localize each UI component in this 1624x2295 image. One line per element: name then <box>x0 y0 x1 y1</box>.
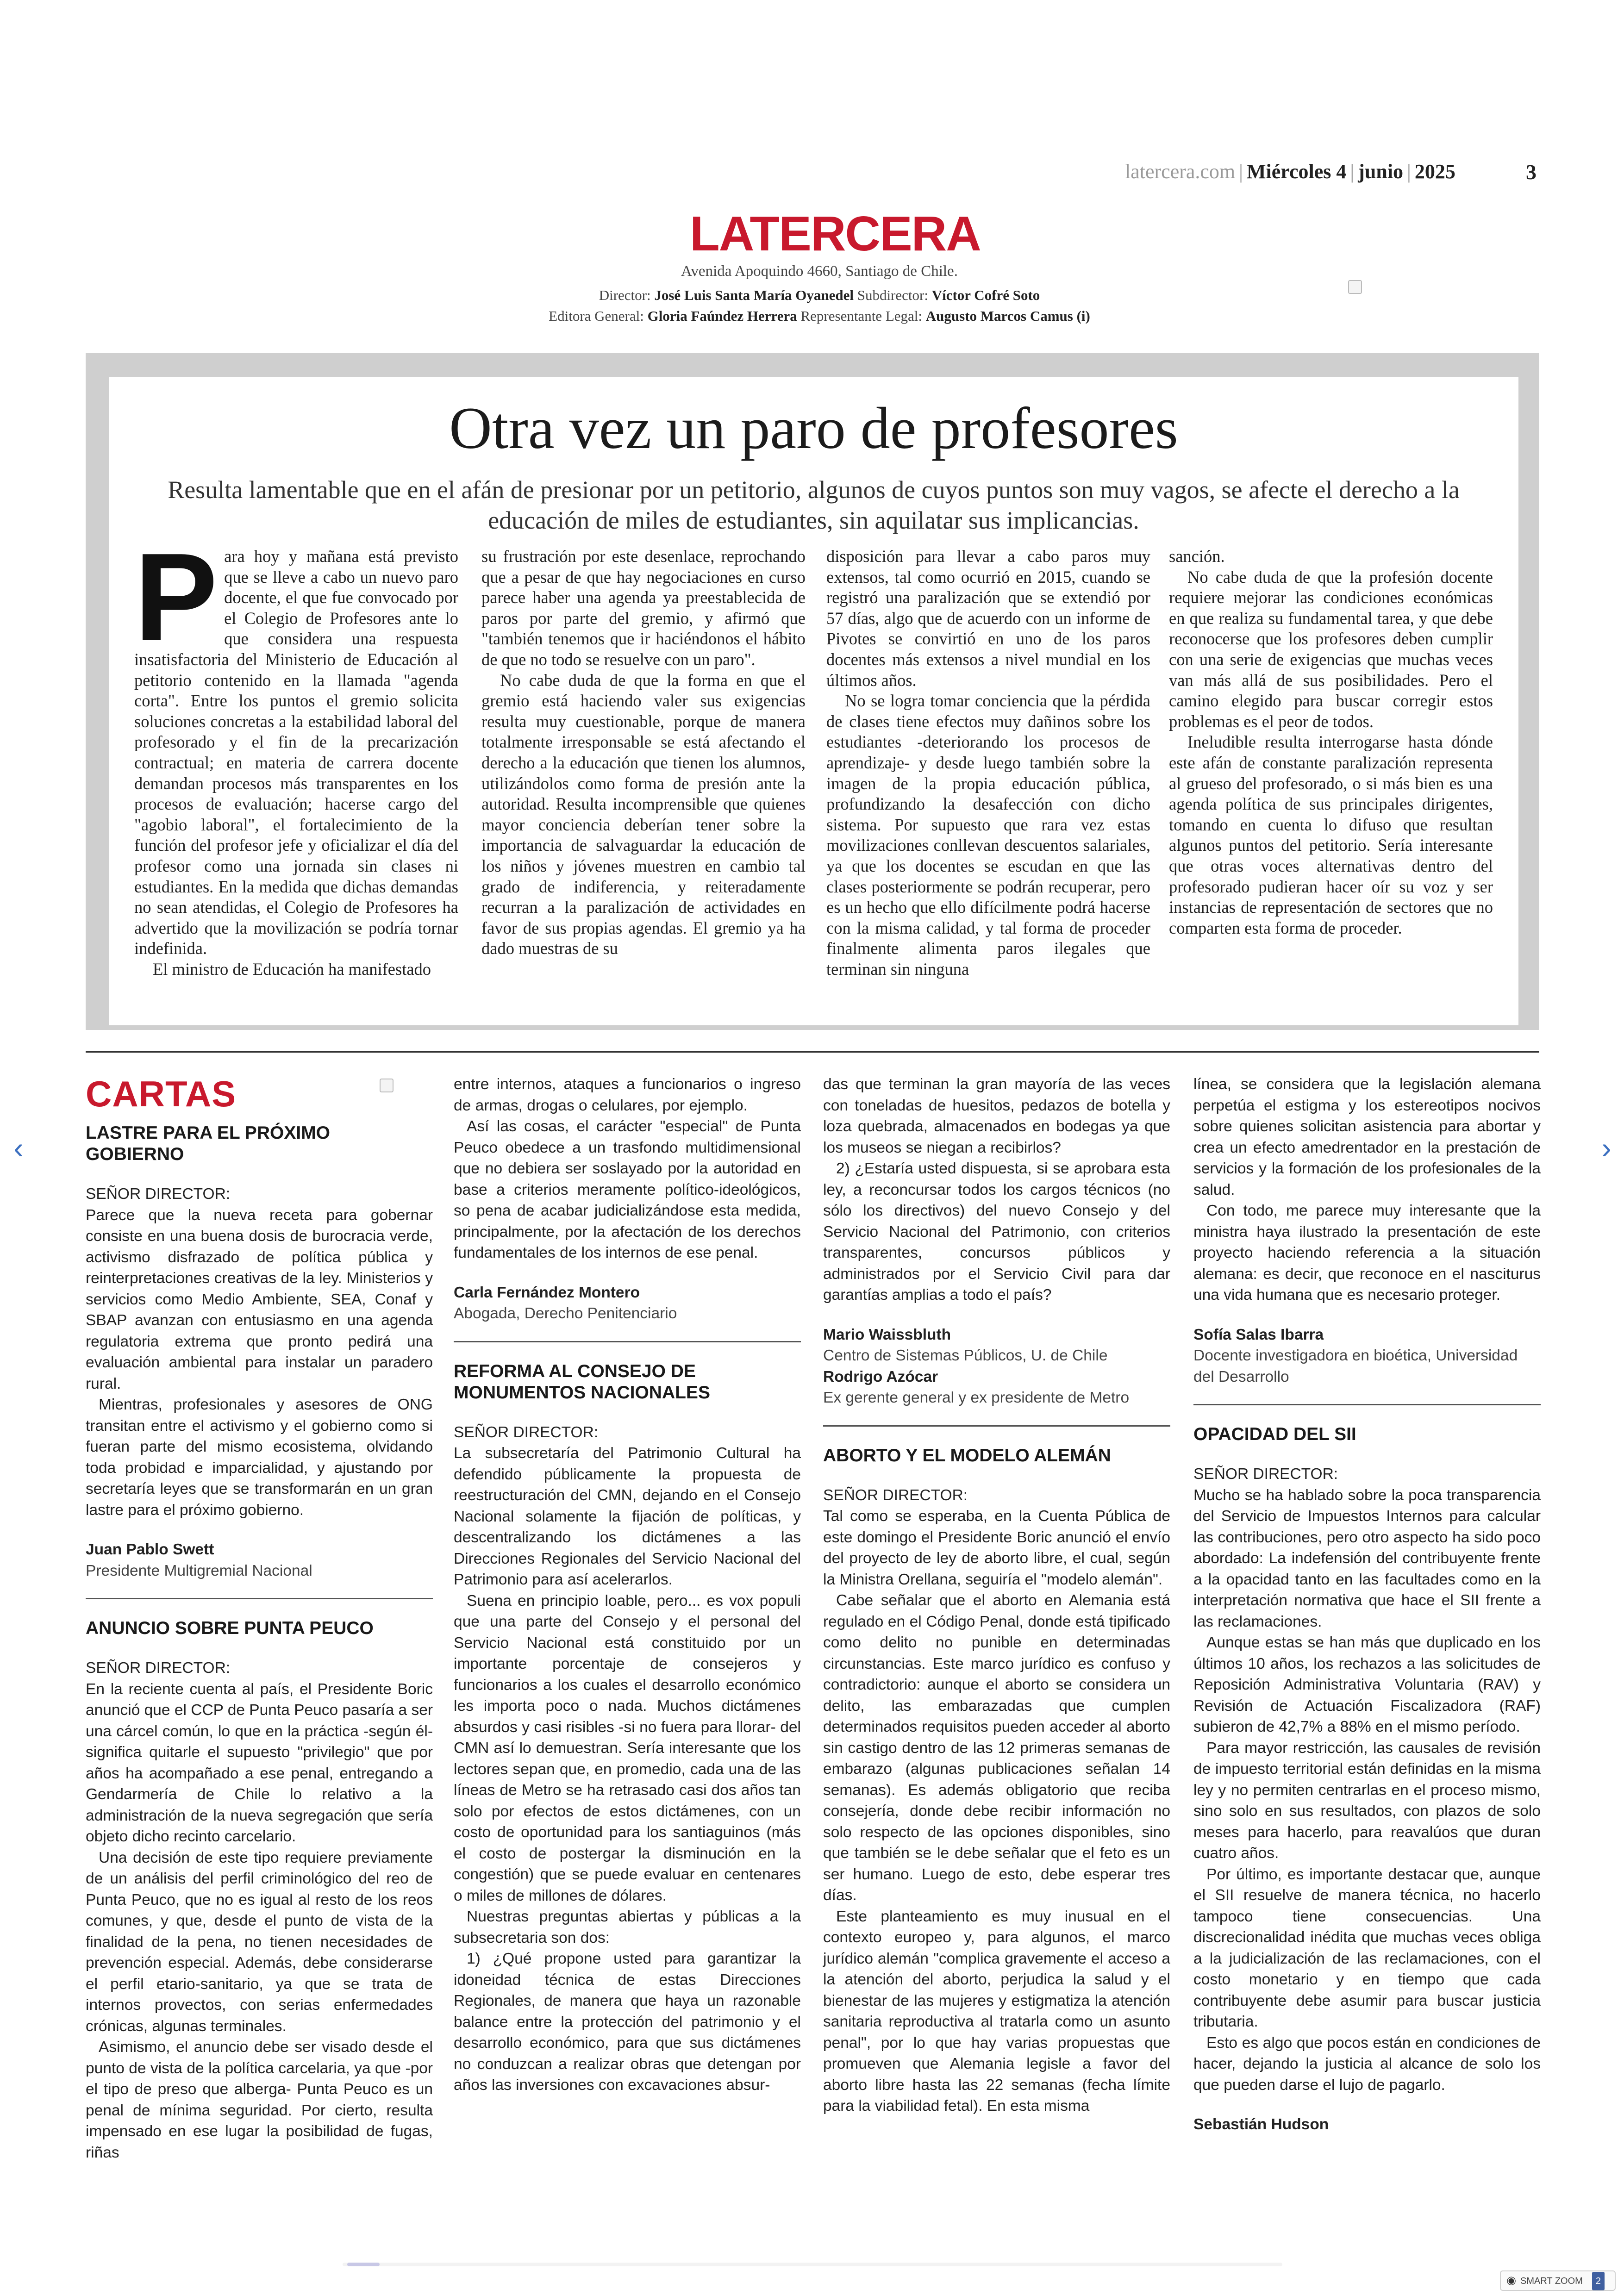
letter-salutation: SEÑOR DIRECTOR: <box>823 1486 968 1504</box>
letter-divider <box>454 1341 801 1342</box>
letter-paragraph: Con todo, me parece muy interesante que la ministra haya ilustrado la presentación de este proyecto haciendo referencia a la situación alemana: es decir, que reconoce en el nasciturus una vida humana que es necesario proteger. <box>1193 1202 1541 1303</box>
letter-body <box>86 1679 433 2164</box>
editora-name: Gloria Faúndez Herrera <box>647 308 797 324</box>
date-month: junio <box>1358 160 1404 183</box>
letter-paragraph: En la reciente cuenta al país, el Presidente Boric anunció que el CCP de Punta Peuco pasaría a ser una cárcel común, lo que en la práctica -según él- significa quitarle el supuesto "privilegio" que por años ha acompañado a ese penal, entregando a Gendarmería de Chile lo relativo a la administración de la nueva segregación que sería objeto dicho recinto carcelario. <box>86 1680 433 1845</box>
site-name: latercera.com <box>1125 160 1236 183</box>
letter-paragraph: La subsecretaría del Patrimonio Cultural ha defendido públicamente la propuesta de reestructuración del CMN, dejando en el Consejo Nacional solamente la fijación de políticas, y descentralizando los dictámenes a las Direcciones Regionales del Servicio Nacional del Patrimonio para así acelerarlos. <box>454 1445 801 1588</box>
letter-paragraph: Aunque estas se han más que duplicado en los últimos 10 años, los rechazos a las solicitudes de Reposición Administrativa Voluntaria (RAV) y Revisión de Actuación Fiscalizadora (RAF) subieron de 42,7% a 88% en el mismo período. <box>1193 1634 1541 1735</box>
letter-paragraph: Esto es algo que pocos están en condiciones de hacer, dejando la justicia al alcance de solo los que pueden darse el lujo de pagarlo. <box>1193 2034 1541 2094</box>
letter-signer-role: Presidente Multigremial Nacional <box>86 1562 312 1579</box>
cartas-column-4 <box>1193 1074 1541 2135</box>
letter-paragraph: Mucho se ha hablado sobre la poca transparencia del Servicio de Impuestos Internos para calcular las contribuciones, pero otro aspecto ha sido poco abordado: La indefensión del contribuyente frente a la opacidad tanto en las facultades como en la interpretación normativa que hace el SII frente a las reclamaciones. <box>1193 1486 1541 1630</box>
letter-paragraph: Suena en principio loable, pero... es vox populi que una parte del Consejo y el personal del Servicio Nacional está constituido por un importante porcentaje de consejeros y funcionarios a los cuales el desarrollo económico les importa poco o nada. Muchos dictámenes absurdos y casi risibles -si no fuera para llorar- del CMN así lo demuestran. Sería interesante que los lectores sepan que, en promedio, cada una de las líneas de Metro se ha retrasado casi dos años tan solo por efectos de estos dictámenes, con un costo de oportunidad para los santiaguinos (más el costo de postergar la disminución en la congestión) que se puede evaluar en centenares o miles de millones de dólares. <box>454 1592 801 1904</box>
credits-line-2 <box>417 308 1222 324</box>
letter-signer-role: Ex gerente general y ex presidente de Metro <box>823 1389 1130 1406</box>
section-divider <box>86 1051 1539 1053</box>
cartas-column-1 <box>86 1123 433 2163</box>
letter-body <box>1193 1485 1541 2096</box>
editorial-paragraph: No cabe duda de que la forma en que el gremio está haciendo valer sus exigencias resulta muy cuestionable, porque de manera totalmente irresponsable se está afectando el derecho a la educación que tienen los alumnos, utilizándolos como forma de presión ante la autoridad. Resulta incomprensible que quienes mayor conciencia deberían tener sobre la importancia de salvaguardar la educación de los niños y jóvenes muestren en cambio tal grado de indiferencia, y reiteradamente recurran a la paralización de actividades en favor de sus propias agendas. El gremio ya ha dado muestras de su <box>481 670 806 958</box>
letter-signer: Mario Waissbluth <box>823 1326 951 1343</box>
editora-label: Editora General: <box>549 308 644 324</box>
letter-paragraph: Cabe señalar que el aborto en Alemania está regulado en el Código Penal, donde está tipificado como delito no punible en determinadas circunstancias. Este marco jurídico es confuso y contradictorio: aunque el aborto se considera un delito, las embarazadas que cumplen determinados requisitos pueden acceder al aborto sin castigo dentro de las 12 primeras semanas de embarazo (algunas publicaciones señalan 14 semanas). Es además obligatorio que reciba consejería, donde debe recibir información no solo respecto de las opciones disponibles, sino que también se le debe señalar que el feto es un ser humano. Luego de esto, debe esperar tres días. <box>823 1592 1170 1904</box>
letter-paragraph: línea, se considera que la legislación alemana perpetúa el estigma y los estereotipos nocivos sobre quienes solicitan asistencia para abortar y crea un efecto amedrentador en la prestación de servicios y la formación de los profesionales de la salud. <box>1193 1076 1541 1198</box>
page-dateline: latercera.com | Miércoles 4 | junio | 2025 <box>1125 160 1455 183</box>
letter-signer: Carla Fernández Montero <box>454 1284 640 1301</box>
letter-divider <box>86 1598 433 1599</box>
letter-title: OPACIDAD DEL SII <box>1193 1424 1356 1444</box>
article-marker-icon[interactable] <box>380 1079 394 1092</box>
director-label: Director: <box>599 287 651 303</box>
editorial-paragraph: El ministro de Educación ha manifestado <box>153 959 431 979</box>
editorial-paragraph: sanción. <box>1169 547 1225 566</box>
letter-body-continued <box>454 1074 801 1264</box>
newspaper-logo: LATERCERA <box>690 206 981 261</box>
date-year: 2025 <box>1414 160 1455 183</box>
letter-paragraph: Así las cosas, el carácter "especial" de Punta Peuco obedece a un trasfondo multidimensional que no debiera ser soslayado por la autoridad en base a criterios meramente político-ideológicos, so pena de acabar judicializándose esta medida, principalmente, por la afectación de los derechos fundamentales de los internos de ese penal. <box>454 1118 801 1261</box>
article-marker-icon[interactable] <box>1348 280 1362 294</box>
letter-body <box>454 1443 801 2096</box>
letter-signer: Rodrigo Azócar <box>823 1368 938 1385</box>
letter-signer-role: Docente investigadora en bioética, Universidad del Desarrollo <box>1193 1347 1518 1385</box>
letter-title: REFORMA AL CONSEJO DE MONUMENTOS NACIONALES <box>454 1361 710 1403</box>
editorial-column-2 <box>481 546 806 1000</box>
cartas-section-title: CARTAS <box>86 1073 237 1114</box>
letter-body-continued <box>823 1074 1170 1306</box>
representante-name: Augusto Marcos Camus (i) <box>925 308 1090 324</box>
letter-paragraph: 2) ¿Estaría usted dispuesta, si se aprobara esta ley, a reconcursar todos los cargos técnicos (no sólo los directivos) del nuevo Consejo y del Servicio Nacional del Patrimonio, con criterios transparentes, concursos públicos y administrados por el Servicio Civil para dar garantías amplias a todo el país? <box>823 1160 1170 1303</box>
letter-paragraph: Tal como se esperaba, en la Cuenta Pública de este domingo el Presidente Boric anunció el envío del proyecto de ley de aborto libre, el cual, según la Ministra Orellana, seguiría el "modelo alemán". <box>823 1508 1170 1588</box>
letter-paragraph: Parece que la nueva receta para gobernar consiste en una buena dosis de burocracia verde, activismo disfrazado de política pública y reinterpretaciones creativas de la ley. Ministerios y servicios como Medio Ambiente, SEA, Conaf y SBAP avanzan con entusiasmo en una agenda regulatoria extrema que pronto pedirá una evaluación ambiental para instalar un paradero rural. <box>86 1206 433 1392</box>
letter-paragraph: 1) ¿Qué propone usted para garantizar la idoneidad técnica de estas Direcciones Regionales, de manera que haya un razonable balance entre la protección del patrimonio y el desarrollo económico, para que sus dictámenes no conduzcan a realizar obras que detengan por años las inversiones con excavaciones absur- <box>454 1950 801 2094</box>
chevron-left-icon[interactable]: ‹ <box>13 1131 24 1165</box>
editorial-paragraph: No se logra tomar conciencia que la pérdida de clases tiene efectos muy dañinos sobre los estudiantes -deteriorando los procesos de aprendizaje- y desde luego también sobre la imagen de la propia educación pública, profundizando la desafección con dicho sistema. Por supuesto que rara vez estas movilizaciones conllevan descuentos salariales, ya que los docentes se escudan en que las clases posteriormente se podrán recuperar, pero es un hecho que ello difícilmente podrá hacerse con la misma calidad, y tal forma de proceder finalmente alimenta paros ilegales que terminan sin ninguna <box>826 691 1150 979</box>
chevron-right-icon[interactable]: › <box>1601 1131 1612 1165</box>
zoom-count-badge: 2 <box>1592 2272 1605 2290</box>
smart-zoom-button[interactable] <box>1500 2270 1616 2291</box>
editorial-paragraph: No cabe duda de que la profesión docente requiere mejorar las condiciones económicas en que realiza su fundamental tarea, y que debe reconocerse que los profesores deben cumplir con una serie de exigencias que muchas veces van más allá de sus posibilidades. Pero el camino elegido para buscar corregir estos problemas es el peor de todos. <box>1169 567 1493 731</box>
letter-title: ANUNCIO SOBRE PUNTA PEUCO <box>86 1618 374 1638</box>
letter-paragraph: Nuestras preguntas abiertas y públicas a la subsecretaria son dos: <box>454 1908 801 1946</box>
subdirector-label: Subdirector: <box>857 287 928 303</box>
letter-paragraph: Para mayor restricción, las causales de revisión de impuesto territorial están definidas en la misma ley y no permiten centrarlas en el proceso mismo, sino solo en sus resultados, con plazos de solo meses para hacerlo, para reavalúos que duran cuatro años. <box>1193 1739 1541 1862</box>
editorial-column-1 <box>134 546 458 1000</box>
letter-body <box>86 1205 433 1521</box>
director-name: José Luis Santa María Oyanedel <box>654 287 854 303</box>
date-day: Miércoles 4 <box>1246 160 1347 183</box>
letter-paragraph: Este planteamiento es muy inusual en el contexto europeo y, para algunos, el marco jurídico alemán "complica gravemente el acceso a la atención del aborto, perjudica la salud y el bienestar de las mujeres y estigmatiza la atención sanitaria reproductiva al tratarla como un asunto penal", por lo que hay varias propuestas que promueven que Alemania legisle a favor del aborto libre hasta las 22 semanas (fecha límite para la viabilidad fetal). En esta misma <box>823 1908 1170 2114</box>
letter-signer: Juan Pablo Swett <box>86 1541 214 1558</box>
letter-paragraph: Asimismo, el anuncio debe ser visado desde el punto de vista de la política carcelaria, ya que -por el tipo de preso que alberga- Punta Peuco es un penal de mínima seguridad. Por cierto, resulta impensado en ese lugar la posibilidad de fugas, riñas <box>86 2039 433 2161</box>
letter-salutation: SEÑOR DIRECTOR: <box>454 1423 599 1441</box>
letter-signer-role: Abogada, Derecho Penitenciario <box>454 1305 677 1322</box>
letter-salutation: SEÑOR DIRECTOR: <box>86 1185 231 1203</box>
letter-signer: Sebastián Hudson <box>1193 2116 1329 2133</box>
editorial-column-3 <box>826 546 1150 1000</box>
letter-paragraph: Mientras, profesionales y asesores de ONG transitan entre el activismo y el gobierno como si fueran parte del mismo ecosistema, olvidando toda probidad e imparcialidad, y ajustando por secretaría leyes que se transformarán en un gran lastre para el próximo gobierno. <box>86 1396 433 1519</box>
letter-paragraph: das que terminan la gran mayoría de las veces con toneladas de huesitos, pedazos de botella y loza quebrada, almacenados en bodegas ya que los museos se niegan a recibirlos? <box>823 1076 1170 1156</box>
editorial-title: Otra vez un paro de profesores <box>449 395 1178 461</box>
letter-title: ABORTO Y EL MODELO ALEMÁN <box>823 1445 1111 1466</box>
page-number: 3 <box>1526 160 1537 184</box>
letter-title: LASTRE PARA EL PRÓXIMO GOBIERNO <box>86 1123 330 1164</box>
letter-signer: Sofía Salas Ibarra <box>1193 1326 1324 1343</box>
page-scroll-track[interactable] <box>343 2263 1282 2266</box>
letter-paragraph: entre internos, ataques a funcionarios o ingreso de armas, drogas o celulares, por ejemplo. <box>454 1076 801 1114</box>
letter-paragraph: Una decisión de este tipo requiere previamente de un análisis del perfil criminológico del reo de Punta Peuco, que no es igual al resto de los reos comunes, y que, desde el punto de vista de la finalidad de la pena, no tienen necesidades de prevención especial. Además, debe considerarse el perfil etario-sanitario, ya que se trata de internos provectos, con serias enfermedades crónicas, algunas terminales. <box>86 1849 433 2035</box>
editorial-paragraph: su frustración por este desenlace, reprochando que a pesar de que hay negociaciones en curso parece haber una agenda ya preestablecida de paros por parte del gremio, y afirmó que "también tenemos que ir haciéndonos el hábito de que no todo se resuelve con un paro". <box>481 547 806 669</box>
smart-zoom-label: SMART ZOOM <box>1520 2276 1583 2286</box>
editorial-paragraph: disposición para llevar a cabo paros muy extensos, tal como ocurrió en 2015, cuando se registró una paralización que se extendió por 57 días, algo que de acuerdo con un informe de Pivotes se convirtió en uno de los paros docentes más extensos a nivel mundial en los últimos años. <box>826 547 1150 690</box>
subdirector-name: Víctor Cofré Soto <box>931 287 1040 303</box>
cartas-column-2 <box>454 1074 801 2096</box>
letter-divider <box>823 1425 1170 1427</box>
letter-salutation: SEÑOR DIRECTOR: <box>1193 1466 1338 1483</box>
letter-signer-role: Centro de Sistemas Públicos, U. de Chile <box>823 1347 1108 1364</box>
cartas-column-3 <box>823 1074 1170 2117</box>
letter-paragraph: Por último, es importante destacar que, aunque el SII resuelve de manera técnica, no hacerlo tampoco tiene consecuencias. Una discrecionalidad inédita que muchas veces obliga a la judicialización de las reclamaciones, con el costo monetario y en tiempo que cada contribuyente debe asumir para buscar justicia tributaria. <box>1193 1865 1541 2030</box>
letter-divider <box>1193 1404 1541 1405</box>
masthead-address: Avenida Apoquindo 4660, Santiago de Chile. <box>681 263 958 280</box>
editorial-subtitle: Resulta lamentable que en el afán de presionar por un petitorio, algunos de cuyos puntos son muy vagos, se afecte el derecho a la educación de miles de estudiantes, sin aquilatar sus implicancias. <box>168 476 1460 534</box>
letter-body <box>823 1506 1170 2117</box>
editorial-paragraph: ara hoy y mañana está previsto que se lleve a cabo un nuevo paro docente, el que fue convocado por el Colegio de Profesores ante lo que considera una respuesta insatisfactoria del Ministerio de Educación al petitorio contenido en la llamada "agenda corta". Entre los puntos el gremio solicita soluciones concretas a la estabilidad laboral del profesorado y el fin de la precarización contractual; en materia de carrera docente demandan procesos más transparentes en los procesos de evaluación; hacerse cargo del "agobio laboral", el fortalecimiento de la función del profesor jefe y oficializar el día del profesor como una jornada sin clases ni estudiantes. En la medida que dichas demandas no sean atendidas, el Colegio de Profesores ha advertido que la movilización se podría tornar indefinida. <box>134 547 458 958</box>
letter-salutation: SEÑOR DIRECTOR: <box>86 1659 231 1677</box>
letter-body-continued <box>1193 1074 1541 1306</box>
credits-line-1 <box>417 287 1222 304</box>
editorial-column-4 <box>1169 546 1493 1000</box>
page-scroll-thumb[interactable] <box>347 2263 380 2266</box>
representante-label: Representante Legal: <box>800 308 923 324</box>
eye-icon: ◉ <box>1506 2274 1516 2287</box>
editorial-paragraph: Ineludible resulta interrogarse hasta dónde este afán de constante paralización representa al grueso del profesorado, o si más bien es una agenda política de sus principales dirigentes, tomando en cuenta lo difuso que resultan algunos puntos del petitorio. Sería interesante que otras voces alternativas dentro del profesorado pudieran hacer oír su voz y ser instancias de representación de sectores que no comparten esta forma de proceder. <box>1169 732 1493 937</box>
drop-cap: P <box>134 546 218 667</box>
